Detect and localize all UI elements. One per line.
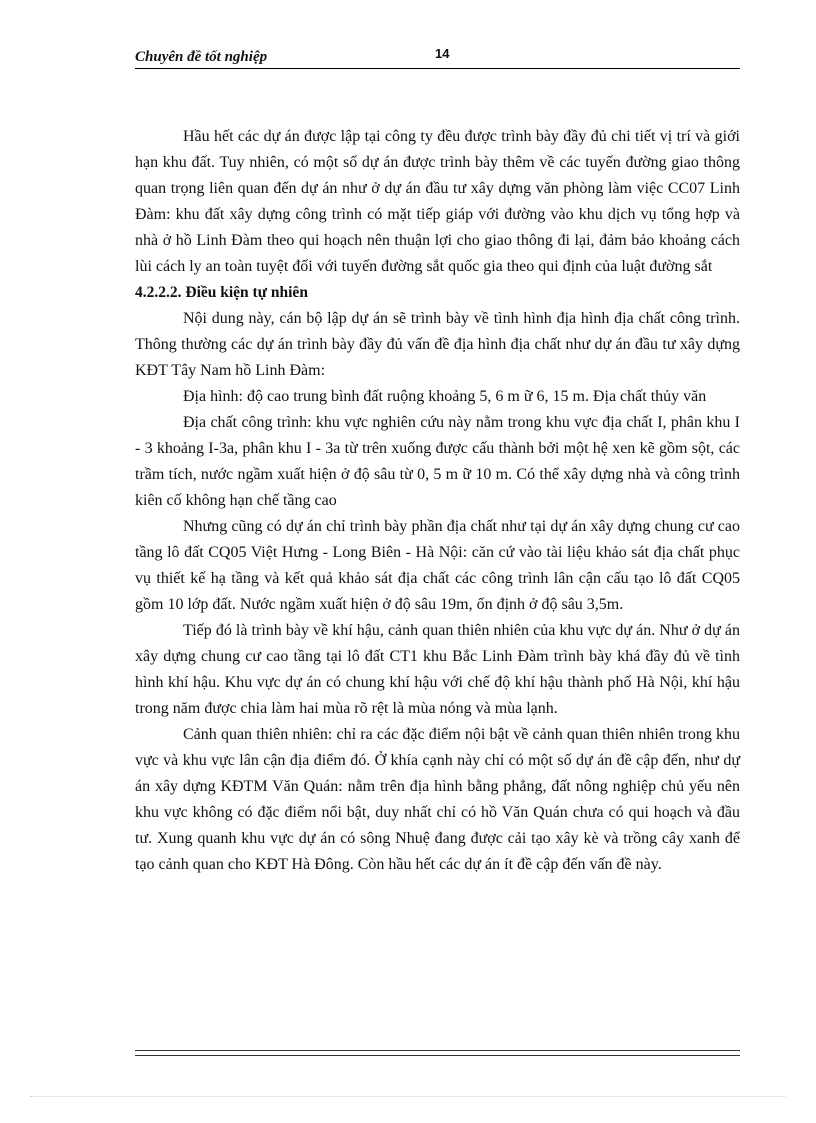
- page-header: [135, 46, 740, 68]
- paragraph: Hầu hết các dự án được lập tại công ty đều được trình bày đầy đủ chi tiết vị trí và giới hạn khu đất. Tuy nhiên, có một số dự án được trình bày thêm về các tuyến đường giao thông quan trọng liên quan đến dự án như ở dự án đầu tư xây dựng văn phòng làm việc CC07 Linh Đàm: khu đất xây dựng công trình có mặt tiếp giáp với đường vào khu dịch vụ tổng hợp và nhà ở hồ Linh Đàm theo qui hoạch nên thuận lợi cho giao thông đi lại, đảm bảo khoảng cách lùi cách ly an toàn tuyệt đối với tuyến đường sắt quốc gia theo qui định của luật đường sắt: [135, 128, 740, 275]
- paragraph: Địa chất công trình: khu vực nghiên cứu này nằm trong khu vực địa chất I, phân khu I - 3 khoảng I-3a, phân khu I - 3a từ trên xuống được cấu thành bởi một hệ xen kẽ gồm sột, các trầm tích, nước ngầm xuất hiện ở độ sâu từ 0, 5 m ữ 10 m. Có thể xây dựng nhà và công trình kiên cố không hạn chế tầng cao: [135, 414, 740, 509]
- header-title: Chuyên đề tốt nghiệp: [135, 49, 268, 65]
- footer-divider: [135, 1050, 740, 1056]
- page-number: 14: [435, 46, 450, 61]
- paragraph: Nhưng cũng có dự án chỉ trình bày phần địa chất như tại dự án xây dựng chung cư cao tầng lô đất CQ05 Việt Hưng - Long Biên - Hà Nội: căn cứ vào tài liệu khảo sát địa chất phục vụ thiết kế hạ tầng và kết quả khảo sát địa chất các công trình lân cận cấu tạo lô đất CQ05 gồm 10 lớp đất. Nước ngầm xuất hiện ở độ sâu 19m, ổn định ở độ sâu 3,5m.: [135, 518, 740, 613]
- section-heading: 4.2.2.2. Điều kiện tự nhiên: [135, 284, 308, 301]
- header-divider: [135, 68, 740, 69]
- paragraph: Địa hình: độ cao trung bình đất ruộng khoảng 5, 6 m ữ 6, 15 m. Địa chất thủy văn: [183, 388, 707, 405]
- paragraph: Tiếp đó là trình bày về khí hậu, cảnh quan thiên nhiên của khu vực dự án. Như ở dự án xây dựng chung cư cao tầng tại lô đất CT1 khu Bắc Linh Đàm trình bày khá đầy đủ về tình hình khí hậu. Khu vực dự án có chung khí hậu với chế độ khí hậu thành phố Hà Nội, khí hậu trong năm được chia làm hai mùa rõ rệt là mùa nóng và mùa lạnh.: [135, 622, 740, 717]
- page-bottom-border: [30, 1096, 786, 1097]
- paragraph: Nội dung này, cán bộ lập dự án sẽ trình bày về tình hình địa hình địa chất công trình. Thông thường các dự án trình bày đầy đủ vấn đề địa hình địa chất như dự án đầu tư xây dựng KĐT Tây Nam hồ Linh Đàm:: [135, 310, 740, 379]
- paragraph: Cảnh quan thiên nhiên: chỉ ra các đặc điểm nội bật về cảnh quan thiên nhiên trong khu vực và khu vực lân cận địa điểm đó. Ở khía cạnh này chỉ có một số dự án đề cập đến, như dự án xây dựng KĐTM Văn Quán: nằm trên địa hình bằng phẳng, đất nông nghiệp chủ yếu nên khu vực không có đặc điểm nổi bật, duy nhất chỉ có hồ Văn Quán chưa có qui hoạch và đầu tư. Xung quanh khu vực dự án có sông Nhuệ đang được cải tạo xây kè và trồng cây xanh để tạo cảnh quan cho KĐT Hà Đông. Còn hầu hết các dự án ít đề cập đến vấn đề này.: [135, 726, 740, 873]
- document-body: [135, 124, 740, 878]
